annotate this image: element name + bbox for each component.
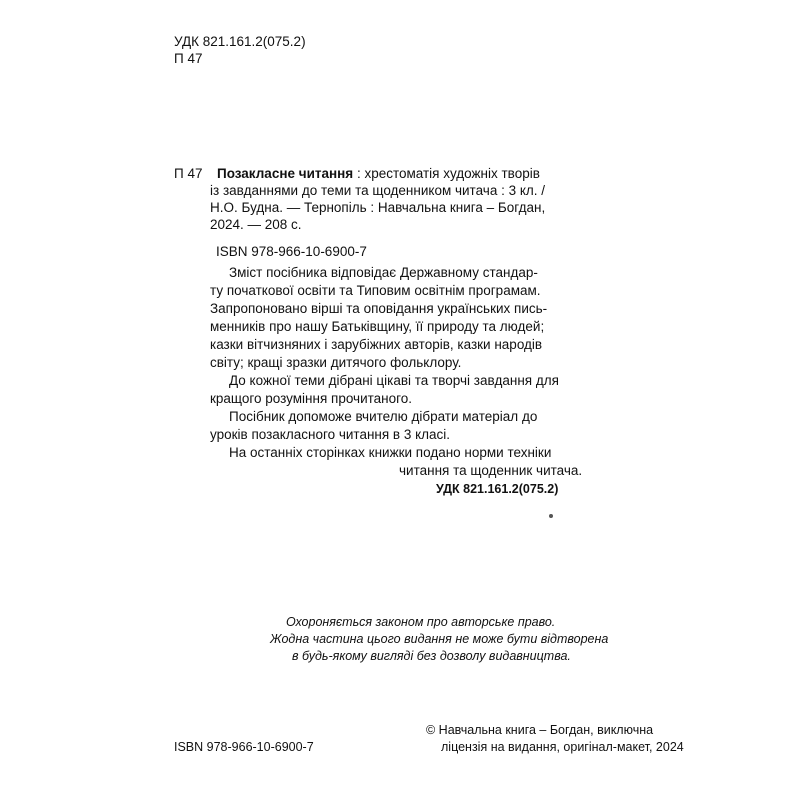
entry-udk: УДК 821.161.2(075.2) xyxy=(436,482,559,496)
copyright-line: в будь-якому вигляді без дозволу видавництва. xyxy=(292,649,571,663)
book-title: Позакласне читання xyxy=(217,166,354,181)
entry-isbn: ISBN 978-966-10-6900-7 xyxy=(216,244,367,259)
annotation-line: Запропоновано вірші та оповідання українських пись- xyxy=(210,301,548,316)
annotation-line: менників про нашу Батьківщину, її природу та людей; xyxy=(210,319,545,334)
copyright-line: Жодна частина цього видання не може бути відтворена xyxy=(270,632,609,646)
entry-line-3: Н.О. Будна. — Тернопіль : Навчальна книга – Богдан, xyxy=(210,200,546,215)
publisher-line: © Навчальна книга – Богдан, виключна xyxy=(426,723,654,737)
entry-code: П 47 xyxy=(174,166,203,181)
annotation-line: ту початкової освіти та Типовим освітнім програмам. xyxy=(210,283,541,298)
scan-speck xyxy=(549,514,553,518)
annotation-line: світу; кращі зразки дитячого фольклору. xyxy=(210,355,462,370)
annotation-line: кращого розуміння прочитаного. xyxy=(210,391,413,406)
entry-line-1 xyxy=(217,166,540,181)
copyright-line: Охороняється законом про авторське право. xyxy=(286,615,556,629)
annotation-line: Зміст посібника відповідає Державному стандар- xyxy=(229,265,538,280)
entry-line-2: із завданнями до теми та щоденником читача : 3 кл. / xyxy=(210,183,546,198)
publisher-line: ліцензія на видання, оригінал-макет, 2024 xyxy=(441,740,684,754)
top-udk: УДК 821.161.2(075.2) xyxy=(174,34,306,49)
annotation-line: казки вітчизняних і зарубіжних авторів, казки народів xyxy=(210,337,543,352)
footer-isbn: ISBN 978-966-10-6900-7 xyxy=(174,740,314,754)
annotation-line: уроків позакласного читання в 3 класі. xyxy=(210,427,451,442)
entry-line-4: 2024. — 208 с. xyxy=(210,217,302,232)
annotation-line: До кожної теми дібрані цікаві та творчі завдання для xyxy=(229,373,559,388)
annotation-line: читання та щоденник читача. xyxy=(399,463,583,478)
annotation-line: Посібник допоможе вчителю дібрати матеріал до xyxy=(229,409,538,424)
annotation-line: На останніх сторінках книжки подано норми техніки xyxy=(229,445,552,460)
top-code: П 47 xyxy=(174,51,203,66)
book-subtitle: : хрестоматія художніх творів xyxy=(353,166,540,181)
